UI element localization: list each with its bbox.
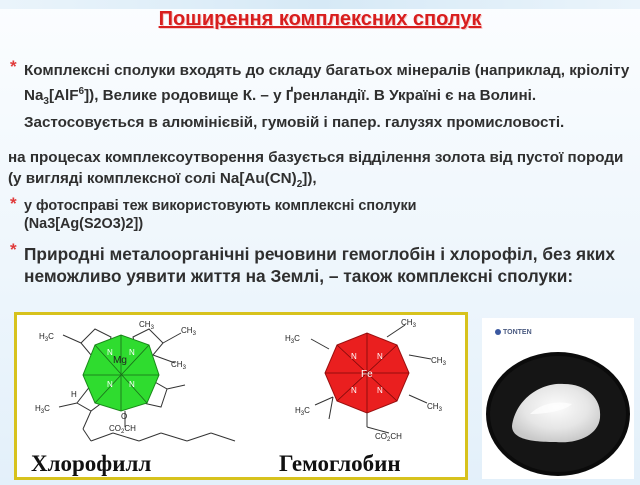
slide-title: Поширення комплексних сполук: [158, 8, 482, 30]
svg-text:CO2CH: $CO_2CH$: [375, 432, 402, 443]
svg-text:H3C: $H_3C$: [35, 404, 50, 415]
svg-text:CH3: $CH_3$: [401, 318, 416, 329]
powder-photo: [482, 318, 634, 479]
chlorophyll-caption: Хлорофилл: [31, 451, 152, 476]
paragraph-minerals: Комплексні сполуки входять до складу багатьох мінералів (наприклад, кріоліту $Na_3[AlF^6]$), Велике родовище К. – у Ґренландії. В Україні є на Волині. Застосовується в алюмінієвій, гумовій і папер. галузях промисловості.: [24, 62, 630, 132]
paragraph-photography: у фотосправі теж використовують комплексні сполуки (Na3[Ag(S2O3)2]): [24, 198, 417, 232]
svg-text:CH3: $CH_3$: [171, 360, 186, 371]
bullet-marker: *: [10, 194, 17, 213]
chl-n-label: N: [129, 380, 135, 389]
bullet-marker: *: [10, 240, 17, 259]
chl-n-label: N: [107, 348, 113, 357]
chl-n-label: N: [107, 380, 113, 389]
chl-h-label: H: [71, 390, 77, 399]
bullet-marker: *: [10, 57, 17, 76]
svg-text:CO2CH: $CO_2CH$: [109, 424, 136, 435]
paragraph-organometallics: Природні металоорганічні речовини гемоглобін і хлорофіл, без яких неможливо уявити життя на Землі, – також комплексні сполуки:: [24, 244, 615, 286]
chlorophyll-structure: [21, 315, 251, 455]
hemoglobin-caption: Гемоглобин: [279, 451, 401, 476]
svg-text:CH3: $CH_3$: [427, 402, 442, 413]
svg-text:CH3: $CH_3$: [181, 326, 196, 337]
brand-logo: TONTEN: [495, 329, 532, 336]
svg-text:H3C: $H_3C$: [285, 334, 300, 345]
svg-text:CH3: $CH_3$: [431, 356, 446, 367]
structures-figure: [14, 312, 468, 480]
powder-dish-image: [482, 318, 634, 479]
chl-o-label: O: [121, 412, 128, 421]
chl-metal-label: Mg: [113, 355, 127, 366]
hem-n-label: N: [351, 386, 357, 395]
brand-icon: [495, 329, 501, 335]
svg-text:H3C: $H_3C$: [39, 332, 54, 343]
svg-text:H3C: $H_3C$: [295, 406, 310, 417]
hem-n-label: N: [377, 386, 383, 395]
hem-n-label: N: [377, 352, 383, 361]
svg-text:CH3: $CH_3$: [139, 320, 154, 331]
paragraph-gold-extraction: на процесах комплексоутворення базується відділення золота від пустої породи (у вигляді комплексної солі $Na[Au(CN)_2]$),: [8, 149, 624, 191]
hem-n-label: N: [351, 352, 357, 361]
hemoglobin-structure: [271, 315, 481, 455]
chl-n-label: N: [129, 348, 135, 357]
hem-metal-label: Fe: [361, 369, 373, 380]
